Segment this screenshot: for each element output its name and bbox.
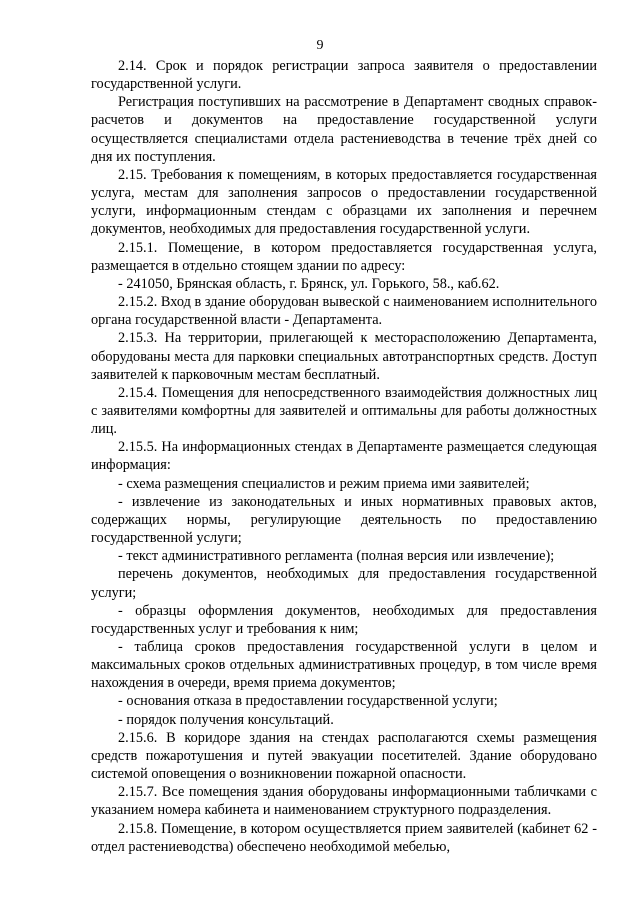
list-item: - таблица сроков предоставления государственной услуги в целом и максимальных сроков отдельных административных процедур, в том числе время нахождения в очереди, время приема документов; (91, 639, 597, 692)
paragraph-2-14: 2.14. Срок и порядок регистрации запроса заявителя о предоставлении государственной услуги. (91, 58, 597, 93)
list-item: - текст административного регламента (полная версия или извлечение); (118, 548, 555, 565)
paragraph-2-15: 2.15. Требования к помещениям, в которых предоставляется государственная услуга, местам для заполнения запросов о предоставлении государственной услуги, информационным стендам с образцами их заполнения и перечнем документов, необходимых для предоставления государственной услуги. (91, 166, 597, 238)
paragraph-2-15-3: 2.15.3. На территории, прилегающей к месторасположению Департамента, оборудованы места для парковки специальных автотранспортных средств. Доступ заявителей к парковочным местам бесплатный. (91, 330, 597, 383)
address-line: - 241050, Брянская область, г. Брянск, ул. Горького, 58., каб.62. (118, 275, 500, 292)
document-body (91, 57, 597, 856)
list-item: - извлечение из законодательных и иных нормативных правовых актов, содержащих нормы, регулирующие деятельность по предоставлению государственной услуги; (91, 493, 597, 547)
list-item: - образцы оформления документов, необходимых для предоставления государственных услуг и требования к ним; (91, 602, 597, 637)
paragraph-2-15-5: 2.15.5. На информационных стендах в Департаменте размещается следующая информация: (91, 439, 597, 474)
list-item: - схема размещения специалистов и режим приема ими заявителей; (118, 475, 530, 492)
paragraph-2-15-7: 2.15.7. Все помещения здания оборудованы информационными табличками с указанием номера кабинета и наименованием структурного подразделения. (91, 784, 597, 819)
paragraph-2-15-1: 2.15.1. Помещение, в котором предоставляется государственная услуга, размещается в отдельно стоящем здании по адресу: (91, 239, 597, 274)
paragraph-2-15-2: 2.15.2. Вход в здание оборудован вывеской с наименованием исполнительного органа государственной власти - Департамента. (91, 294, 597, 329)
paragraph-2-15-8: 2.15.8. Помещение, в котором осуществляется прием заявителей (кабинет 62 - отдел растениеводства) обеспечено необходимой мебелью, (91, 820, 597, 855)
list-item: перечень документов, необходимых для предоставления государственной услуги; (91, 566, 597, 601)
paragraph-registration: Регистрация поступивших на рассмотрение в Департамент сводных справок-расчетов и документов на предоставление государственной услуги осуществляется специалистами отдела растениеводства в течение трёх дней со дня их поступления. (91, 94, 597, 165)
list-item: - порядок получения консультаций. (118, 711, 334, 728)
paragraph-2-15-4: 2.15.4. Помещения для непосредственного взаимодействия должностных лиц с заявителями комфортны для заявителей и оптимальны для работы должностных лиц. (91, 384, 597, 438)
page-number: 9 (316, 38, 324, 53)
paragraph-2-15-6: 2.15.6. В коридоре здания на стендах располагаются схемы размещения средств пожаротушения и путей эвакуации посетителей. Здание оборудовано системой оповещения о возникновении пожарной опасности. (91, 729, 597, 783)
list-item: - основания отказа в предоставлении государственной услуги; (118, 693, 498, 710)
